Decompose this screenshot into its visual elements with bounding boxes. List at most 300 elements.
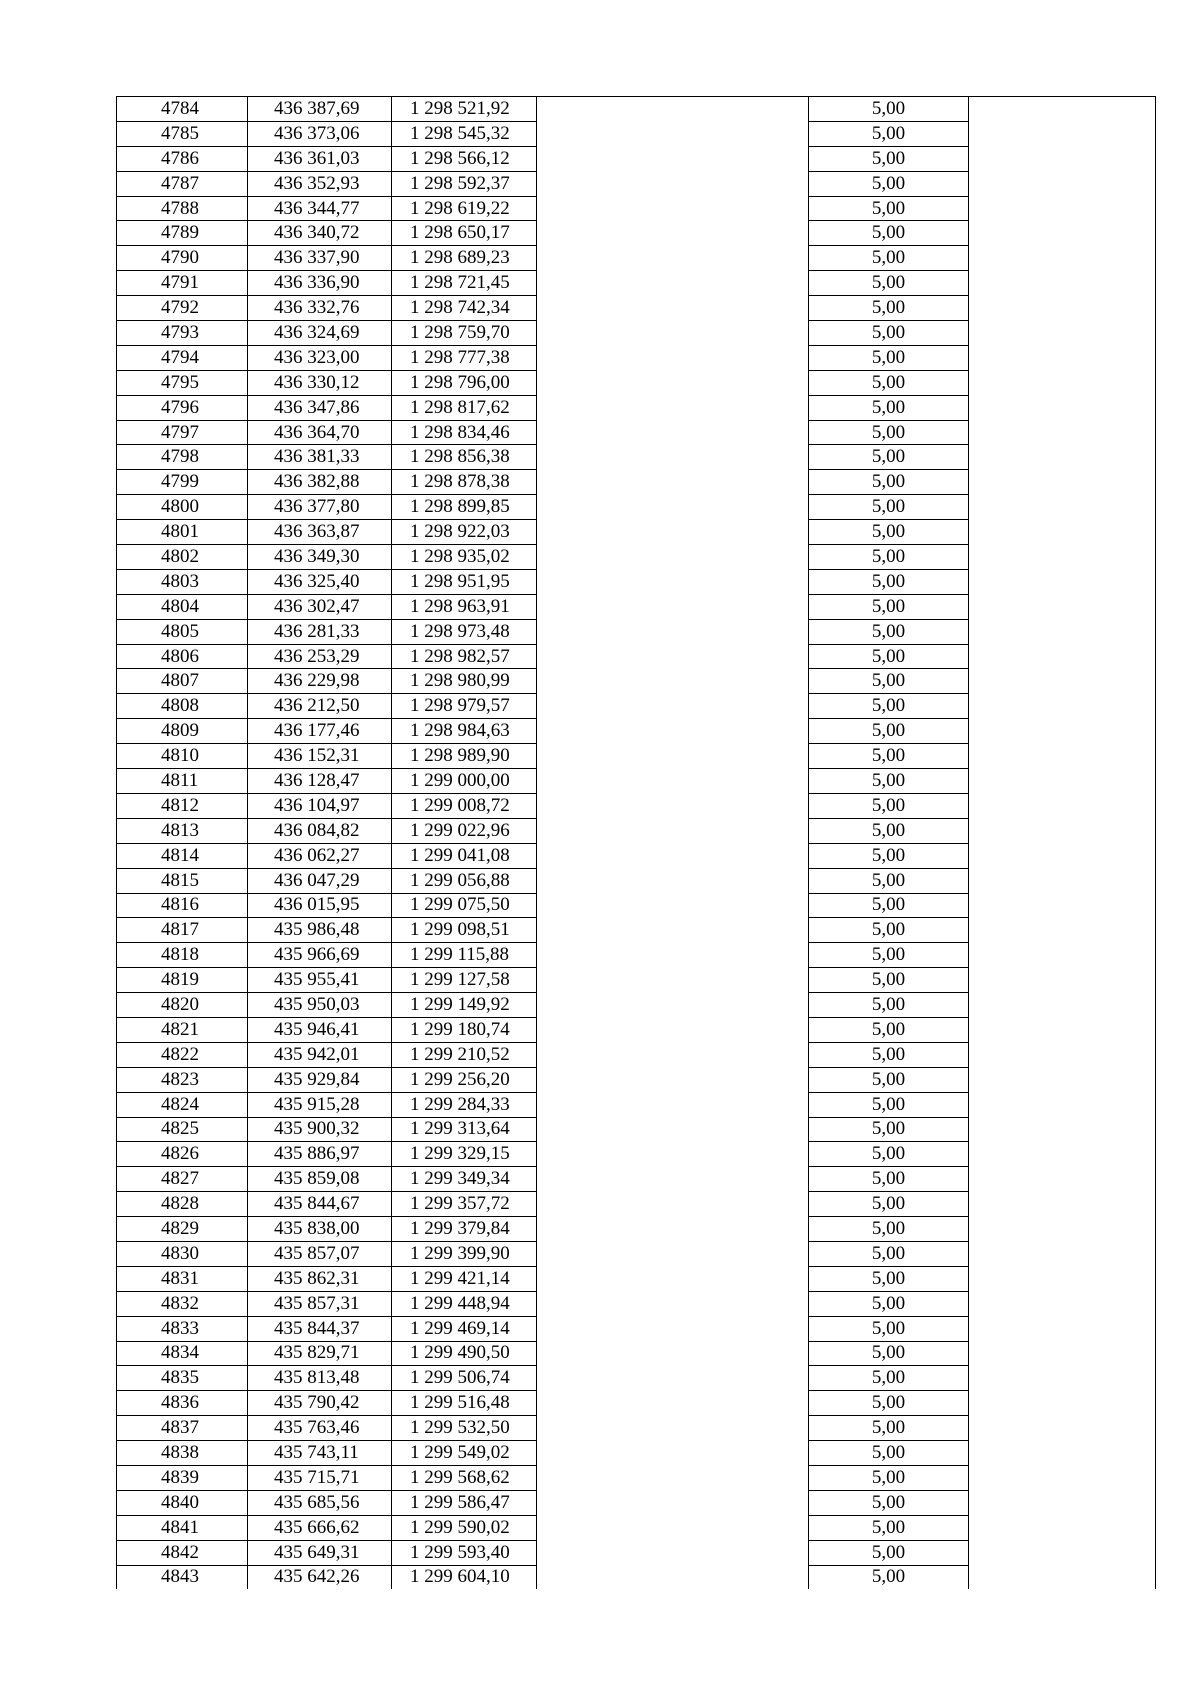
x-coordinate-cell: 435 743,11 bbox=[248, 1441, 392, 1466]
value-cell: 5,00 bbox=[809, 1291, 969, 1316]
x-coordinate-cell: 436 381,33 bbox=[248, 445, 392, 470]
y-coordinate-cell: 1 298 650,17 bbox=[392, 221, 537, 246]
value-cell: 5,00 bbox=[809, 893, 969, 918]
table-row bbox=[117, 1316, 1156, 1341]
y-coordinate-cell: 1 299 604,10 bbox=[392, 1565, 537, 1589]
point-number-cell: 4812 bbox=[117, 793, 248, 818]
value-cell: 5,00 bbox=[809, 1441, 969, 1466]
empty-cell bbox=[537, 1241, 809, 1266]
value-cell: 5,00 bbox=[809, 395, 969, 420]
table-row bbox=[117, 470, 1156, 495]
empty-cell bbox=[537, 1291, 809, 1316]
empty-cell bbox=[537, 171, 809, 196]
table-row bbox=[117, 669, 1156, 694]
value-cell: 5,00 bbox=[809, 370, 969, 395]
point-number-cell: 4823 bbox=[117, 1067, 248, 1092]
y-coordinate-cell: 1 299 284,33 bbox=[392, 1092, 537, 1117]
x-coordinate-cell: 436 340,72 bbox=[248, 221, 392, 246]
point-number-cell: 4806 bbox=[117, 644, 248, 669]
point-number-cell: 4809 bbox=[117, 719, 248, 744]
x-coordinate-cell: 435 915,28 bbox=[248, 1092, 392, 1117]
empty-cell bbox=[537, 1017, 809, 1042]
empty-cell bbox=[537, 121, 809, 146]
y-coordinate-cell: 1 299 590,02 bbox=[392, 1515, 537, 1540]
empty-cell bbox=[537, 669, 809, 694]
table-row bbox=[117, 694, 1156, 719]
y-coordinate-cell: 1 298 899,85 bbox=[392, 495, 537, 520]
value-cell: 5,00 bbox=[809, 470, 969, 495]
point-number-cell: 4842 bbox=[117, 1540, 248, 1565]
point-number-cell: 4811 bbox=[117, 769, 248, 794]
x-coordinate-cell: 435 844,37 bbox=[248, 1316, 392, 1341]
y-coordinate-cell: 1 298 566,12 bbox=[392, 146, 537, 171]
value-cell: 5,00 bbox=[809, 271, 969, 296]
empty-cell bbox=[969, 495, 1156, 520]
x-coordinate-cell: 435 790,42 bbox=[248, 1391, 392, 1416]
empty-cell bbox=[969, 1515, 1156, 1540]
point-number-cell: 4843 bbox=[117, 1565, 248, 1589]
empty-cell bbox=[537, 1391, 809, 1416]
empty-cell bbox=[537, 1341, 809, 1366]
empty-cell bbox=[969, 1441, 1156, 1466]
empty-cell bbox=[969, 1465, 1156, 1490]
point-number-cell: 4798 bbox=[117, 445, 248, 470]
empty-cell bbox=[969, 644, 1156, 669]
point-number-cell: 4787 bbox=[117, 171, 248, 196]
y-coordinate-cell: 1 298 973,48 bbox=[392, 619, 537, 644]
value-cell: 5,00 bbox=[809, 868, 969, 893]
y-coordinate-cell: 1 298 963,91 bbox=[392, 594, 537, 619]
x-coordinate-cell: 435 886,97 bbox=[248, 1142, 392, 1167]
table-row bbox=[117, 843, 1156, 868]
empty-cell bbox=[537, 321, 809, 346]
empty-cell bbox=[969, 968, 1156, 993]
table-row bbox=[117, 296, 1156, 321]
y-coordinate-cell: 1 299 149,92 bbox=[392, 993, 537, 1018]
table-row bbox=[117, 520, 1156, 545]
value-cell: 5,00 bbox=[809, 445, 969, 470]
empty-cell bbox=[969, 943, 1156, 968]
point-number-cell: 4789 bbox=[117, 221, 248, 246]
table-row bbox=[117, 146, 1156, 171]
y-coordinate-cell: 1 298 619,22 bbox=[392, 196, 537, 221]
empty-cell bbox=[969, 1266, 1156, 1291]
empty-cell bbox=[969, 1167, 1156, 1192]
empty-cell bbox=[537, 271, 809, 296]
x-coordinate-cell: 436 152,31 bbox=[248, 744, 392, 769]
empty-cell bbox=[537, 744, 809, 769]
empty-cell bbox=[969, 1067, 1156, 1092]
empty-cell bbox=[969, 569, 1156, 594]
y-coordinate-cell: 1 298 777,38 bbox=[392, 345, 537, 370]
empty-cell bbox=[969, 993, 1156, 1018]
x-coordinate-cell: 435 642,26 bbox=[248, 1565, 392, 1589]
point-number-cell: 4837 bbox=[117, 1416, 248, 1441]
value-cell: 5,00 bbox=[809, 420, 969, 445]
empty-cell bbox=[969, 1565, 1156, 1589]
x-coordinate-cell: 435 763,46 bbox=[248, 1416, 392, 1441]
point-number-cell: 4841 bbox=[117, 1515, 248, 1540]
point-number-cell: 4807 bbox=[117, 669, 248, 694]
table-row bbox=[117, 918, 1156, 943]
table-row bbox=[117, 1465, 1156, 1490]
empty-cell bbox=[537, 520, 809, 545]
table-row bbox=[117, 1490, 1156, 1515]
point-number-cell: 4810 bbox=[117, 744, 248, 769]
table-row bbox=[117, 121, 1156, 146]
value-cell: 5,00 bbox=[809, 594, 969, 619]
empty-cell bbox=[537, 918, 809, 943]
empty-cell bbox=[537, 793, 809, 818]
table-row bbox=[117, 420, 1156, 445]
empty-cell bbox=[969, 1391, 1156, 1416]
y-coordinate-cell: 1 299 115,88 bbox=[392, 943, 537, 968]
x-coordinate-cell: 436 128,47 bbox=[248, 769, 392, 794]
table-row bbox=[117, 793, 1156, 818]
table-row bbox=[117, 1042, 1156, 1067]
y-coordinate-cell: 1 299 210,52 bbox=[392, 1042, 537, 1067]
x-coordinate-cell: 435 838,00 bbox=[248, 1217, 392, 1242]
value-cell: 5,00 bbox=[809, 296, 969, 321]
empty-cell bbox=[969, 470, 1156, 495]
table-row bbox=[117, 1017, 1156, 1042]
empty-cell bbox=[537, 221, 809, 246]
y-coordinate-cell: 1 298 721,45 bbox=[392, 271, 537, 296]
y-coordinate-cell: 1 298 982,57 bbox=[392, 644, 537, 669]
value-cell: 5,00 bbox=[809, 1266, 969, 1291]
empty-cell bbox=[969, 669, 1156, 694]
empty-cell bbox=[969, 221, 1156, 246]
point-number-cell: 4804 bbox=[117, 594, 248, 619]
y-coordinate-cell: 1 299 399,90 bbox=[392, 1241, 537, 1266]
point-number-cell: 4820 bbox=[117, 993, 248, 1018]
value-cell: 5,00 bbox=[809, 744, 969, 769]
x-coordinate-cell: 436 047,29 bbox=[248, 868, 392, 893]
table-row bbox=[117, 569, 1156, 594]
x-coordinate-cell: 436 062,27 bbox=[248, 843, 392, 868]
point-number-cell: 4825 bbox=[117, 1117, 248, 1142]
y-coordinate-cell: 1 299 448,94 bbox=[392, 1291, 537, 1316]
x-coordinate-cell: 435 946,41 bbox=[248, 1017, 392, 1042]
x-coordinate-cell: 435 857,31 bbox=[248, 1291, 392, 1316]
empty-cell bbox=[969, 719, 1156, 744]
x-coordinate-cell: 436 382,88 bbox=[248, 470, 392, 495]
empty-cell bbox=[537, 868, 809, 893]
empty-cell bbox=[537, 893, 809, 918]
point-number-cell: 4827 bbox=[117, 1167, 248, 1192]
x-coordinate-cell: 436 352,93 bbox=[248, 171, 392, 196]
table-row bbox=[117, 171, 1156, 196]
empty-cell bbox=[969, 868, 1156, 893]
empty-cell bbox=[537, 594, 809, 619]
table-row bbox=[117, 1241, 1156, 1266]
x-coordinate-cell: 436 336,90 bbox=[248, 271, 392, 296]
empty-cell bbox=[969, 1017, 1156, 1042]
y-coordinate-cell: 1 298 922,03 bbox=[392, 520, 537, 545]
empty-cell bbox=[537, 968, 809, 993]
empty-cell bbox=[537, 769, 809, 794]
point-number-cell: 4799 bbox=[117, 470, 248, 495]
point-number-cell: 4808 bbox=[117, 694, 248, 719]
x-coordinate-cell: 435 829,71 bbox=[248, 1341, 392, 1366]
value-cell: 5,00 bbox=[809, 669, 969, 694]
point-number-cell: 4785 bbox=[117, 121, 248, 146]
value-cell: 5,00 bbox=[809, 1092, 969, 1117]
point-number-cell: 4833 bbox=[117, 1316, 248, 1341]
value-cell: 5,00 bbox=[809, 918, 969, 943]
table-row bbox=[117, 97, 1156, 122]
empty-cell bbox=[537, 545, 809, 570]
y-coordinate-cell: 1 299 349,34 bbox=[392, 1167, 537, 1192]
empty-cell bbox=[969, 171, 1156, 196]
table-row bbox=[117, 345, 1156, 370]
x-coordinate-cell: 436 212,50 bbox=[248, 694, 392, 719]
value-cell: 5,00 bbox=[809, 1217, 969, 1242]
empty-cell bbox=[969, 246, 1156, 271]
value-cell: 5,00 bbox=[809, 1515, 969, 1540]
table-row bbox=[117, 495, 1156, 520]
table-row bbox=[117, 619, 1156, 644]
x-coordinate-cell: 436 015,95 bbox=[248, 893, 392, 918]
value-cell: 5,00 bbox=[809, 495, 969, 520]
table-row bbox=[117, 1291, 1156, 1316]
table-row bbox=[117, 719, 1156, 744]
empty-cell bbox=[537, 1441, 809, 1466]
y-coordinate-cell: 1 299 127,58 bbox=[392, 968, 537, 993]
y-coordinate-cell: 1 299 593,40 bbox=[392, 1540, 537, 1565]
empty-cell bbox=[969, 445, 1156, 470]
point-number-cell: 4803 bbox=[117, 569, 248, 594]
y-coordinate-cell: 1 299 379,84 bbox=[392, 1217, 537, 1242]
x-coordinate-cell: 436 084,82 bbox=[248, 818, 392, 843]
y-coordinate-cell: 1 299 056,88 bbox=[392, 868, 537, 893]
y-coordinate-cell: 1 299 256,20 bbox=[392, 1067, 537, 1092]
point-number-cell: 4784 bbox=[117, 97, 248, 122]
empty-cell bbox=[969, 545, 1156, 570]
empty-cell bbox=[969, 1217, 1156, 1242]
empty-cell bbox=[537, 420, 809, 445]
table-row bbox=[117, 545, 1156, 570]
point-number-cell: 4802 bbox=[117, 545, 248, 570]
point-number-cell: 4788 bbox=[117, 196, 248, 221]
point-number-cell: 4791 bbox=[117, 271, 248, 296]
empty-cell bbox=[537, 445, 809, 470]
value-cell: 5,00 bbox=[809, 769, 969, 794]
point-number-cell: 4830 bbox=[117, 1241, 248, 1266]
empty-cell bbox=[969, 769, 1156, 794]
point-number-cell: 4815 bbox=[117, 868, 248, 893]
y-coordinate-cell: 1 299 549,02 bbox=[392, 1441, 537, 1466]
table-row bbox=[117, 769, 1156, 794]
value-cell: 5,00 bbox=[809, 619, 969, 644]
point-number-cell: 4792 bbox=[117, 296, 248, 321]
value-cell: 5,00 bbox=[809, 1241, 969, 1266]
empty-cell bbox=[537, 370, 809, 395]
value-cell: 5,00 bbox=[809, 1042, 969, 1067]
value-cell: 5,00 bbox=[809, 1117, 969, 1142]
point-number-cell: 4793 bbox=[117, 321, 248, 346]
value-cell: 5,00 bbox=[809, 1167, 969, 1192]
point-number-cell: 4840 bbox=[117, 1490, 248, 1515]
coordinates-table bbox=[116, 96, 1156, 1589]
point-number-cell: 4839 bbox=[117, 1465, 248, 1490]
empty-cell bbox=[969, 345, 1156, 370]
x-coordinate-cell: 435 986,48 bbox=[248, 918, 392, 943]
empty-cell bbox=[537, 196, 809, 221]
table-row bbox=[117, 818, 1156, 843]
empty-cell bbox=[969, 1117, 1156, 1142]
empty-cell bbox=[969, 1291, 1156, 1316]
x-coordinate-cell: 436 377,80 bbox=[248, 495, 392, 520]
point-number-cell: 4813 bbox=[117, 818, 248, 843]
x-coordinate-cell: 435 950,03 bbox=[248, 993, 392, 1018]
x-coordinate-cell: 435 900,32 bbox=[248, 1117, 392, 1142]
y-coordinate-cell: 1 299 180,74 bbox=[392, 1017, 537, 1042]
empty-cell bbox=[537, 495, 809, 520]
x-coordinate-cell: 436 349,30 bbox=[248, 545, 392, 570]
empty-cell bbox=[537, 1067, 809, 1092]
value-cell: 5,00 bbox=[809, 569, 969, 594]
empty-cell bbox=[969, 121, 1156, 146]
table-row bbox=[117, 943, 1156, 968]
value-cell: 5,00 bbox=[809, 121, 969, 146]
empty-cell bbox=[969, 694, 1156, 719]
empty-cell bbox=[537, 1142, 809, 1167]
y-coordinate-cell: 1 299 516,48 bbox=[392, 1391, 537, 1416]
y-coordinate-cell: 1 298 759,70 bbox=[392, 321, 537, 346]
x-coordinate-cell: 436 229,98 bbox=[248, 669, 392, 694]
empty-cell bbox=[969, 1490, 1156, 1515]
empty-cell bbox=[537, 470, 809, 495]
value-cell: 5,00 bbox=[809, 1416, 969, 1441]
x-coordinate-cell: 435 859,08 bbox=[248, 1167, 392, 1192]
value-cell: 5,00 bbox=[809, 221, 969, 246]
empty-cell bbox=[969, 1241, 1156, 1266]
empty-cell bbox=[537, 296, 809, 321]
value-cell: 5,00 bbox=[809, 97, 969, 122]
value-cell: 5,00 bbox=[809, 968, 969, 993]
x-coordinate-cell: 436 332,76 bbox=[248, 296, 392, 321]
value-cell: 5,00 bbox=[809, 1192, 969, 1217]
x-coordinate-cell: 436 325,40 bbox=[248, 569, 392, 594]
empty-cell bbox=[969, 146, 1156, 171]
empty-cell bbox=[537, 345, 809, 370]
value-cell: 5,00 bbox=[809, 818, 969, 843]
table-row bbox=[117, 395, 1156, 420]
empty-cell bbox=[537, 1416, 809, 1441]
x-coordinate-cell: 436 281,33 bbox=[248, 619, 392, 644]
empty-cell bbox=[969, 296, 1156, 321]
table-row bbox=[117, 1441, 1156, 1466]
empty-cell bbox=[537, 1515, 809, 1540]
empty-cell bbox=[969, 594, 1156, 619]
empty-cell bbox=[537, 1117, 809, 1142]
point-number-cell: 4800 bbox=[117, 495, 248, 520]
table-row bbox=[117, 1092, 1156, 1117]
empty-cell bbox=[969, 818, 1156, 843]
empty-cell bbox=[537, 1042, 809, 1067]
point-number-cell: 4838 bbox=[117, 1441, 248, 1466]
table-row bbox=[117, 1391, 1156, 1416]
empty-cell bbox=[969, 619, 1156, 644]
point-number-cell: 4817 bbox=[117, 918, 248, 943]
x-coordinate-cell: 436 330,12 bbox=[248, 370, 392, 395]
value-cell: 5,00 bbox=[809, 520, 969, 545]
point-number-cell: 4795 bbox=[117, 370, 248, 395]
point-number-cell: 4821 bbox=[117, 1017, 248, 1042]
value-cell: 5,00 bbox=[809, 1366, 969, 1391]
point-number-cell: 4814 bbox=[117, 843, 248, 868]
y-coordinate-cell: 1 298 592,37 bbox=[392, 171, 537, 196]
y-coordinate-cell: 1 299 506,74 bbox=[392, 1366, 537, 1391]
empty-cell bbox=[537, 619, 809, 644]
empty-cell bbox=[537, 1192, 809, 1217]
empty-cell bbox=[537, 644, 809, 669]
empty-cell bbox=[969, 1142, 1156, 1167]
value-cell: 5,00 bbox=[809, 345, 969, 370]
empty-cell bbox=[969, 893, 1156, 918]
y-coordinate-cell: 1 299 041,08 bbox=[392, 843, 537, 868]
y-coordinate-cell: 1 299 000,00 bbox=[392, 769, 537, 794]
empty-cell bbox=[537, 1316, 809, 1341]
point-number-cell: 4819 bbox=[117, 968, 248, 993]
point-number-cell: 4816 bbox=[117, 893, 248, 918]
value-cell: 5,00 bbox=[809, 1565, 969, 1589]
value-cell: 5,00 bbox=[809, 1017, 969, 1042]
x-coordinate-cell: 435 844,67 bbox=[248, 1192, 392, 1217]
value-cell: 5,00 bbox=[809, 171, 969, 196]
x-coordinate-cell: 435 942,01 bbox=[248, 1042, 392, 1067]
y-coordinate-cell: 1 298 984,63 bbox=[392, 719, 537, 744]
empty-cell bbox=[969, 1416, 1156, 1441]
empty-cell bbox=[537, 943, 809, 968]
coordinates-table-body bbox=[117, 97, 1156, 1590]
y-coordinate-cell: 1 298 742,34 bbox=[392, 296, 537, 321]
empty-cell bbox=[537, 1266, 809, 1291]
empty-cell bbox=[969, 1540, 1156, 1565]
x-coordinate-cell: 436 323,00 bbox=[248, 345, 392, 370]
x-coordinate-cell: 435 862,31 bbox=[248, 1266, 392, 1291]
x-coordinate-cell: 435 813,48 bbox=[248, 1366, 392, 1391]
empty-cell bbox=[969, 793, 1156, 818]
value-cell: 5,00 bbox=[809, 545, 969, 570]
table-row bbox=[117, 1217, 1156, 1242]
x-coordinate-cell: 435 955,41 bbox=[248, 968, 392, 993]
empty-cell bbox=[537, 569, 809, 594]
empty-cell bbox=[969, 321, 1156, 346]
y-coordinate-cell: 1 299 008,72 bbox=[392, 793, 537, 818]
y-coordinate-cell: 1 298 951,95 bbox=[392, 569, 537, 594]
table-row bbox=[117, 1192, 1156, 1217]
value-cell: 5,00 bbox=[809, 1391, 969, 1416]
empty-cell bbox=[537, 1490, 809, 1515]
x-coordinate-cell: 435 966,69 bbox=[248, 943, 392, 968]
point-number-cell: 4832 bbox=[117, 1291, 248, 1316]
empty-cell bbox=[537, 1540, 809, 1565]
point-number-cell: 4818 bbox=[117, 943, 248, 968]
x-coordinate-cell: 436 364,70 bbox=[248, 420, 392, 445]
value-cell: 5,00 bbox=[809, 1067, 969, 1092]
y-coordinate-cell: 1 298 817,62 bbox=[392, 395, 537, 420]
value-cell: 5,00 bbox=[809, 719, 969, 744]
table-row bbox=[117, 893, 1156, 918]
value-cell: 5,00 bbox=[809, 1540, 969, 1565]
point-number-cell: 4822 bbox=[117, 1042, 248, 1067]
empty-cell bbox=[537, 1565, 809, 1589]
y-coordinate-cell: 1 298 834,46 bbox=[392, 420, 537, 445]
point-number-cell: 4831 bbox=[117, 1266, 248, 1291]
point-number-cell: 4801 bbox=[117, 520, 248, 545]
